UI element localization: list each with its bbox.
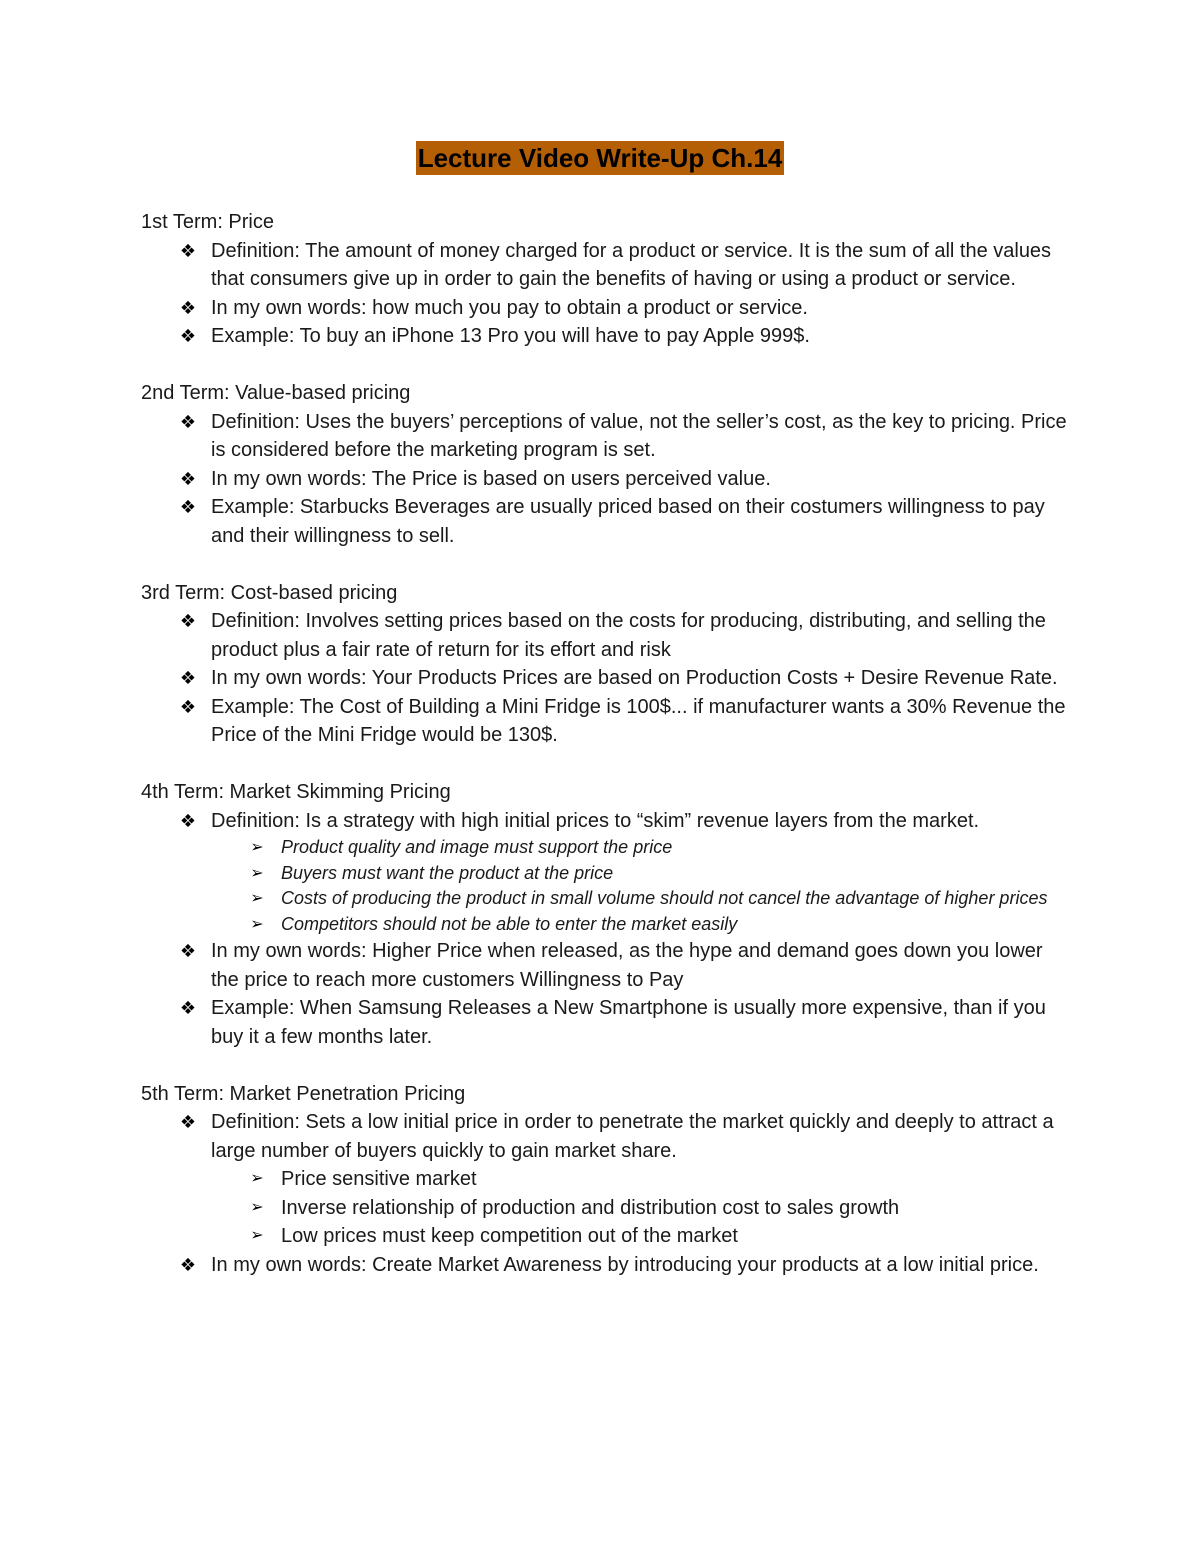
sub-list-item-text: Product quality and image must support the price xyxy=(281,837,673,857)
sub-list-item-text: Competitors should not be able to enter the market easily xyxy=(281,913,738,934)
sub-list-item xyxy=(141,912,1071,938)
arrow-bullet-icon: ➢ xyxy=(250,915,264,933)
diamond-bullet-icon: ❖ xyxy=(179,668,197,688)
list-item-text: Example: The Cost of Building a Mini Fridge is 100$... if manufacturer wants a 30% Revenue the Price of the Mini Fridge would be 130$. xyxy=(211,695,1066,746)
diamond-bullet-icon: ❖ xyxy=(179,1112,197,1132)
list-item xyxy=(141,493,1071,550)
sub-list-item-text: Inverse relationship of production and distribution cost to sales growth xyxy=(281,1196,900,1219)
sub-list-item-text: Costs of producing the product in small volume should not cancel the advantage of higher prices xyxy=(281,888,1048,908)
list-item-text: Definition: Involves setting prices based on the costs for producing, distributing, and selling the product plus a fair rate of return for its effort and risk xyxy=(211,610,1046,661)
term-heading: 3rd Term: Cost-based pricing xyxy=(141,581,398,604)
term-block xyxy=(141,778,1071,1051)
diamond-bullet-icon: ❖ xyxy=(179,297,197,318)
term-heading: 5th Term: Market Penetration Pricing xyxy=(141,1082,466,1105)
sub-list-item xyxy=(141,835,1071,861)
list-item-text: In my own words: how much you pay to obtain a product or service. xyxy=(211,296,808,319)
list-item xyxy=(141,322,1071,351)
list-item xyxy=(141,693,1071,750)
list-item-text: Example: To buy an iPhone 13 Pro you will have to pay Apple 999$. xyxy=(211,325,810,347)
term-heading: 4th Term: Market Skimming Pricing xyxy=(141,781,451,803)
term-block xyxy=(141,579,1071,750)
list-item xyxy=(141,237,1071,294)
list-item-text: Definition: The amount of money charged for a product or service. It is the sum of all the values that consumers give up in order to gain the benefits of having or using a product or service. xyxy=(211,239,1052,290)
sub-list-item-text: Price sensitive market xyxy=(281,1168,477,1190)
sub-list-item xyxy=(141,861,1071,887)
term-block xyxy=(141,379,1071,550)
diamond-bullet-icon: ❖ xyxy=(179,497,197,517)
list-item-text: In my own words: The Price is based on users perceived value. xyxy=(211,467,771,490)
term-item-list xyxy=(141,408,1071,551)
sub-list-item-text: Buyers must want the product at the price xyxy=(281,862,614,883)
list-item-text: Definition: Sets a low initial price in order to penetrate the market quickly and deeply to attract a large number of buyers quickly to gain market share. xyxy=(211,1111,1054,1162)
diamond-bullet-icon: ❖ xyxy=(179,240,197,261)
arrow-bullet-icon: ➢ xyxy=(250,890,264,907)
term-block xyxy=(141,208,1071,351)
list-item-text: In my own words: Your Products Prices are based on Production Costs + Desire Revenue Rate. xyxy=(211,667,1058,689)
list-item xyxy=(141,994,1071,1051)
document-body xyxy=(141,208,1071,1308)
diamond-bullet-icon: ❖ xyxy=(179,1254,197,1275)
sub-list-item xyxy=(141,1165,1071,1194)
diamond-bullet-icon: ❖ xyxy=(179,696,197,717)
sub-list-item xyxy=(141,1194,1071,1223)
sub-list-item-text: Low prices must keep competition out of the market xyxy=(281,1225,738,1247)
document-title: Lecture Video Write-Up Ch.14 xyxy=(417,143,783,173)
list-item-text: In my own words: Higher Price when released, as the hype and demand goes down you lower the price to reach more customers Willingness to Pay xyxy=(211,940,1043,991)
term-item-list xyxy=(141,807,1071,1052)
term-heading: 2nd Term: Value-based pricing xyxy=(141,382,411,404)
term-item-list xyxy=(141,607,1071,750)
arrow-bullet-icon: ➢ xyxy=(250,1198,264,1216)
list-item-text: Definition: Is a strategy with high initial prices to “skim” revenue layers from the market. xyxy=(211,809,980,832)
list-item-text: In my own words: Create Market Awareness by introducing your products at a low initial price. xyxy=(211,1253,1039,1276)
arrow-bullet-icon: ➢ xyxy=(250,1170,264,1187)
term-item-list xyxy=(141,1108,1071,1279)
diamond-bullet-icon: ❖ xyxy=(179,611,197,631)
list-item xyxy=(141,607,1071,664)
list-item xyxy=(141,1251,1071,1280)
sub-list xyxy=(211,1165,1071,1251)
sub-list xyxy=(211,835,1071,937)
title-wrapper xyxy=(0,141,1200,175)
list-item-text: Example: Starbucks Beverages are usually priced based on their costumers willingness to pay and their willingness to sell. xyxy=(211,496,1045,547)
sub-list-item xyxy=(141,1222,1071,1251)
list-item xyxy=(141,807,1071,938)
diamond-bullet-icon: ❖ xyxy=(179,941,197,961)
list-item-text: Example: When Samsung Releases a New Smartphone is usually more expensive, than if you buy it a few months later. xyxy=(211,997,1046,1048)
diamond-bullet-icon: ❖ xyxy=(179,468,197,489)
list-item-text: Definition: Uses the buyers’ perceptions of value, not the seller’s cost, as the key to pricing. Price is considered before the marketing program is set. xyxy=(211,410,1067,461)
term-block xyxy=(141,1080,1071,1280)
arrow-bullet-icon: ➢ xyxy=(250,1227,264,1244)
diamond-bullet-icon: ❖ xyxy=(179,326,197,346)
list-item xyxy=(141,937,1071,994)
diamond-bullet-icon: ❖ xyxy=(179,810,197,831)
term-heading: 1st Term: Price xyxy=(141,211,274,233)
diamond-bullet-icon: ❖ xyxy=(179,998,197,1018)
sub-list-item xyxy=(141,886,1071,912)
list-item xyxy=(141,465,1071,494)
term-item-list xyxy=(141,237,1071,351)
list-item xyxy=(141,294,1071,323)
diamond-bullet-icon: ❖ xyxy=(179,411,197,432)
arrow-bullet-icon: ➢ xyxy=(250,839,264,856)
list-item xyxy=(141,1108,1071,1251)
list-item xyxy=(141,408,1071,465)
list-item xyxy=(141,664,1071,693)
arrow-bullet-icon: ➢ xyxy=(250,864,264,882)
